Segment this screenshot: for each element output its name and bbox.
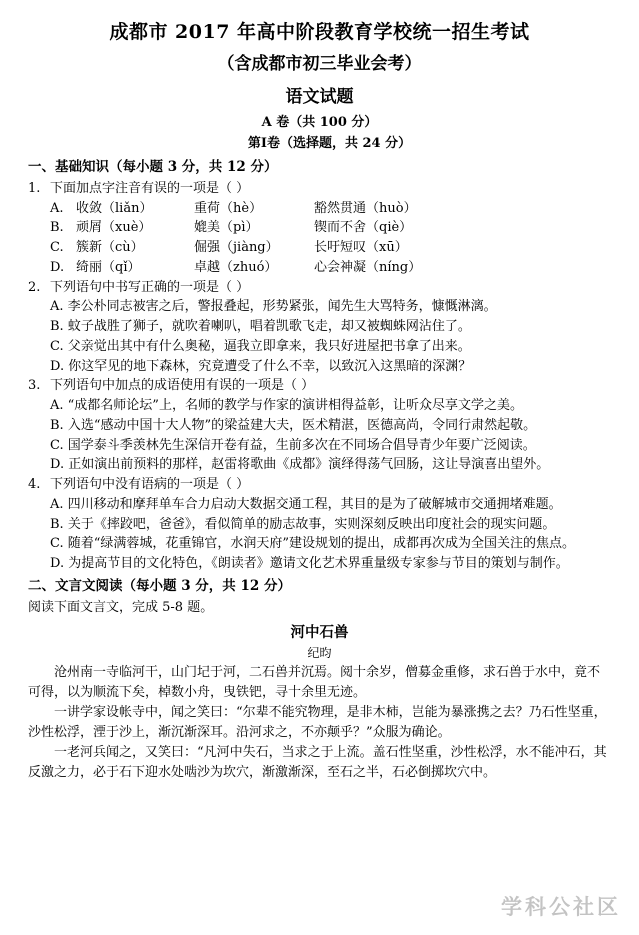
option-cell: 重荷（hè） <box>194 200 263 216</box>
option-line: C. 父亲觉出其中有什么奥秘，逼我立即拿来，我只好进屋把书拿了出来。 <box>50 338 471 354</box>
watermark: 学科公社区 <box>501 895 621 919</box>
question-number: 3. <box>28 378 41 394</box>
reading-instruction: 阅读下面文言文，完成 5-8 题。 <box>28 599 214 615</box>
section-heading-basics: 一、基础知识（每小题 3 分，共 12 分） <box>28 158 278 175</box>
option-line: B. 入选“感动中国十大人物”的梁益建大夫，医术精湛，医德高尚，令同行肃然起敬。 <box>50 417 537 433</box>
option-row <box>28 238 611 258</box>
option-cell: 锲而不舍（qiè） <box>314 220 413 236</box>
option-cell: 卓越（zhuó） <box>194 259 278 275</box>
option-cell: 簇新（cù） <box>76 240 144 256</box>
passage-title: 河中石兽 <box>290 623 349 641</box>
paper-label: A 卷（共 100 分） <box>261 114 378 130</box>
option-line: D. 正如演出前预料的那样，赵雷将歌曲《成都》演绎得荡气回肠，这让导演喜出望外。 <box>50 457 550 473</box>
option-line: B. 关于《摔跤吧，爸爸》，看似简单的励志故事，实则深刻反映出印度社会的现实问题。 <box>50 516 556 532</box>
question-number: 2. <box>28 279 41 295</box>
subject-title: 语文试题 <box>285 86 354 107</box>
option-line: A. “成都名师论坛”上，名师的教学与作家的演讲相得益彰，让听众尽享文学之美。 <box>50 398 523 414</box>
question-item <box>28 376 611 396</box>
question-item <box>28 179 611 199</box>
passage-paragraph: 一老河兵闻之，又笑曰：“凡河中失石，当求之于上流。盖石性坚重，沙性松浮，水不能冲石，其反激之力，必于石下迎水处啮沙为坎穴，渐激渐深，至石之半，石必倒掷坎穴中。 <box>28 745 607 781</box>
passage-paragraph: 一讲学家设帐寺中，闻之笑曰：“尔辈不能究物理，是非木柿，岂能为暴涨携之去？乃石性坚重，沙性松浮，湮于沙上，渐沉渐深耳。沿河求之，不亦颠乎？”众服为确论。 <box>28 704 607 741</box>
question-stem: 下列语句中书写正确的一项是（ ） <box>50 279 250 295</box>
passage-author: 纪昀 <box>307 645 332 660</box>
option-cell: 绮丽（qǐ） <box>76 259 141 275</box>
option-label: B. <box>50 220 64 236</box>
option-label: C. <box>50 240 64 256</box>
option-cell: 长吁短叹（xū） <box>314 240 408 256</box>
page-subtitle: （含成都市初三毕业会考） <box>217 53 422 74</box>
question-stem: 下面加点字注音有误的一项是（ ） <box>50 180 250 196</box>
question-item <box>28 278 611 298</box>
option-cell: 倔强（jiàng） <box>194 240 279 256</box>
passage-paragraph: 沧州南一寺临河干，山门圮于河，二石兽并沉焉。阅十余岁，僧募金重修，求石兽于水中，竟不可得，以为顺流下矣，棹数小舟，曳铁钯，寻十余里无迹。 <box>28 664 601 700</box>
option-cell: 媲美（pì） <box>194 220 259 236</box>
option-row <box>28 218 611 238</box>
part-label: 第Ⅰ卷（选择题，共 24 分） <box>247 136 412 152</box>
option-row <box>28 258 611 278</box>
option-cell: 豁然贯通（huò） <box>314 200 417 216</box>
option-line: B. 蚊子战胜了狮子，就吹着喇叭，唱着凯歌飞走，却又被蜘蛛网沾住了。 <box>50 319 471 335</box>
option-label: A. <box>50 200 64 216</box>
option-line: A. 李公朴同志被害之后，警报叠起，形势紧张，闻先生大骂特务，慷慨淋漓。 <box>50 299 497 315</box>
option-line: C. 国学泰斗季羡林先生深信开卷有益，生前多次在不同场合倡导青少年要广泛阅读。 <box>50 437 536 453</box>
question-number: 4. <box>28 477 41 493</box>
option-line: A. 四川移动和摩拜单车合力启动大数据交通工程，其目的是为了破解城市交通拥堵难题。 <box>50 496 562 512</box>
question-item <box>28 475 611 495</box>
option-row <box>28 199 611 219</box>
section-heading-classical: 二、文言文阅读（每小题 3 分，共 12 分） <box>28 577 291 594</box>
option-line: C. 随着“绿满蓉城，花重锦官，水润天府”建设规划的提出，成都再次成为全国关注的焦点。 <box>50 536 576 552</box>
question-number: 1. <box>28 180 41 196</box>
option-line: D. 为提高节目的文化特色，《朗读者》邀请文化艺术界重量级专家参与节目的策划与制作。 <box>50 556 569 572</box>
question-stem: 下列语句中加点的成语使用有误的一项是（ ） <box>50 378 315 394</box>
option-cell: 心会神凝（níng） <box>314 259 422 275</box>
option-label: D. <box>50 259 65 275</box>
option-line: D. 你这罕见的地下森林，究竟遭受了什么不幸，以致沉入这黑暗的深渊？ <box>50 358 472 374</box>
option-cell: 顽屑（xuè） <box>76 220 152 236</box>
option-cell: 收敛（liǎn） <box>76 200 153 216</box>
page-title: 成都市 2017 年高中阶段教育学校统一招生考试 <box>109 21 530 43</box>
question-stem: 下列语句中没有语病的一项是（ ） <box>50 477 250 493</box>
